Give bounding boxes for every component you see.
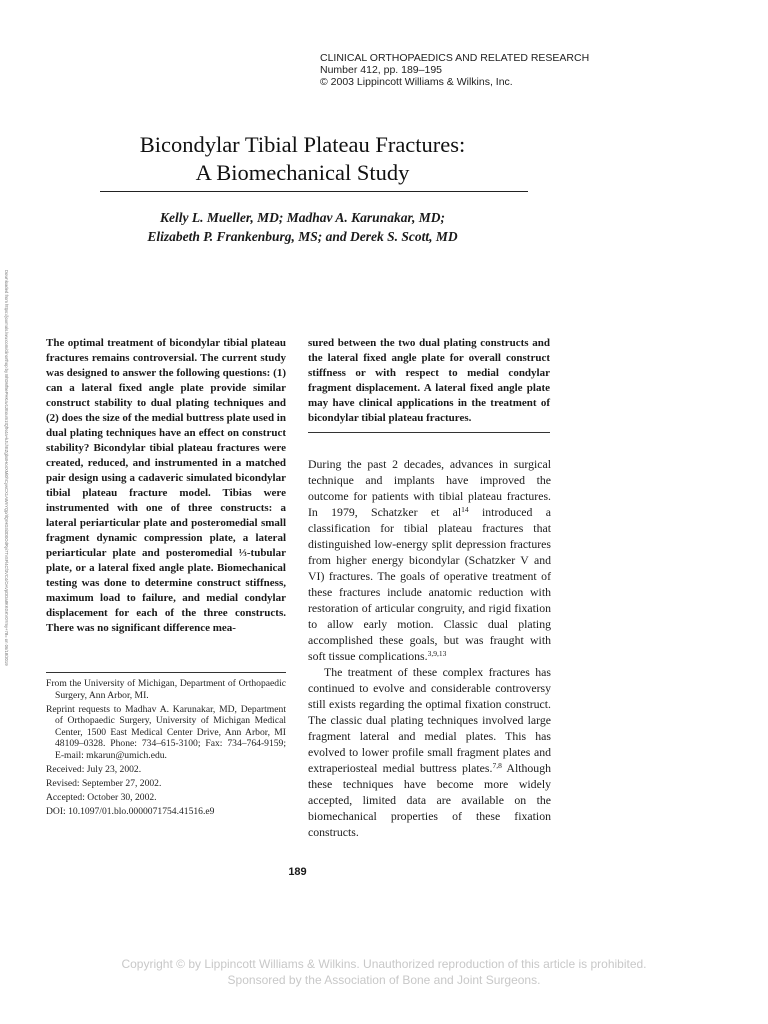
journal-copyright: © 2003 Lippincott Williams & Wilkins, Inc.	[320, 76, 513, 88]
footnote-doi: DOI: 10.1097/01.blo.0000071754.41516.e9	[46, 805, 215, 817]
citation-ref: 3,9,13	[427, 649, 447, 658]
body-p1-text-a: During the past 2 decades, advances in surgical technique and implants have improved the outcome for patients with tibial plateau fractures. In 1979, Schatzker et al	[308, 457, 551, 519]
footnote-divider	[46, 672, 286, 673]
body-text	[308, 456, 551, 840]
abstract-column-right: sured between the two dual plating constructs and the lateral fixed angle plate for overall construct stiffness or with respect to medial condylar fragment displacement. A lateral fixed angle plate may have clinical applications in the treatment of bicondylar tibial plateau fractures.	[308, 337, 550, 424]
footnote-received: Received: July 23, 2002.	[46, 763, 142, 775]
page-number: 189	[288, 866, 307, 878]
body-p2-text-b: Although these techniques have become more widely accepted, limited data are available on the biomechanical properties of these fixation constructs.	[308, 761, 551, 839]
footnote-accepted: Accepted: October 30, 2002.	[46, 791, 157, 803]
citation-ref: 7,8	[492, 761, 502, 770]
footnote-revised: Revised: September 27, 2002.	[46, 777, 162, 789]
title-line-2: A Biomechanical Study	[195, 160, 410, 185]
footnote-reprint: Reprint requests to Madhav A. Karunakar, MD, Department of Orthopaedic Surgery, University of Michigan Medical Center, 1500 East Medical Center Drive, Ann Arbor, MI 48109–0328. Phone: 734–615-3100; Fax: 734–764-9159; E-mail: mkarun@umich.edu.	[46, 703, 286, 761]
title-divider	[100, 191, 528, 192]
download-notice: Downloaded from https://journals.lww.com/clinorthop by BhDMf5ePHKav1zEoum1tQfN4a+kJLhEZgbsIHo4XMi0hCywCX1AWnYQp/IlQrHD3i3D0OdRyi7TvSFl4Cf3VC4/OAVpDDa8KKGKV0Ymy+78= on 06/18/2019	[4, 270, 9, 666]
article-title	[40, 131, 565, 187]
copyright-watermark	[0, 956, 768, 988]
authors-line-1: Kelly L. Mueller, MD; Madhav A. Karunakar, MD;	[160, 210, 445, 225]
download-notice-sidebar	[0, 270, 14, 690]
journal-issue: Number 412, pp. 189–195	[320, 64, 443, 76]
body-paragraph-2	[308, 664, 551, 840]
author-list	[40, 208, 565, 246]
footnotes	[46, 678, 286, 820]
citation-ref: 14	[461, 505, 469, 514]
body-paragraph-1	[308, 456, 551, 664]
journal-name: CLINICAL ORTHOPAEDICS AND RELATED RESEARCH	[320, 52, 590, 64]
abstract-column-left: The optimal treatment of bicondylar tibial plateau fractures remains controversial. The current study was designed to answer the following questions: (1) can a lateral fixed angle plate provide similar construct stability to dual plating techniques and (2) does the size of the medial buttress plate used in dual plating techniques have an effect on construct stability? Bicondylar tibial plateau fractures were created, reduced, and instrumented in a matched pair design using a cadaveric simulated bicondylar tibial plateau fracture model. Tibias were instrumented with one of three constructs: a lateral periarticular plate and posteromedial small fragment dynamic compression plate, a lateral periarticular plate and posteromedial ⅓-tubular plate, or a lateral fixed angle plate. Biomechanical testing was done to determine construct stiffness, maximum load to failure, and medial condylar displacement for each of the three constructs. There was no significant difference mea-	[46, 337, 286, 634]
body-p1-text-b: introduced a classification for tibial plateau fractures that distinguished low-energy split depression fractures from higher energy bicondylar (Schatzker V and VI) fractures. The goals of operative treatment of these fractures include anatomic reduction with restoration of articular congruity, and rigid fixation to allow early motion. Classic dual plating accomplished these goals, but was fraught with soft tissue complications.	[308, 505, 551, 663]
body-p2-text-a: The treatment of these complex fractures has continued to evolve and considerable controversy still exists regarding the optimal fixation construct. The classic dual plating techniques involved large fragment lateral and medial plates. This has evolved to lower profile small fragment plates and extraperiosteal medial buttress plates.	[308, 665, 551, 775]
authors-line-2: Elizabeth P. Frankenburg, MS; and Derek S. Scott, MD	[147, 229, 458, 244]
title-line-1: Bicondylar Tibial Plateau Fractures:	[139, 132, 466, 157]
journal-header	[320, 52, 589, 88]
watermark-line-2: Sponsored by the Association of Bone and Joint Surgeons.	[227, 973, 541, 987]
footnote-affiliation: From the University of Michigan, Department of Orthopaedic Surgery, Ann Arbor, MI.	[46, 678, 286, 701]
watermark-line-1: Copyright © by Lippincott Williams & Wilkins. Unauthorized reproduction of this article is prohibited.	[121, 957, 647, 971]
abstract-divider	[308, 432, 550, 433]
